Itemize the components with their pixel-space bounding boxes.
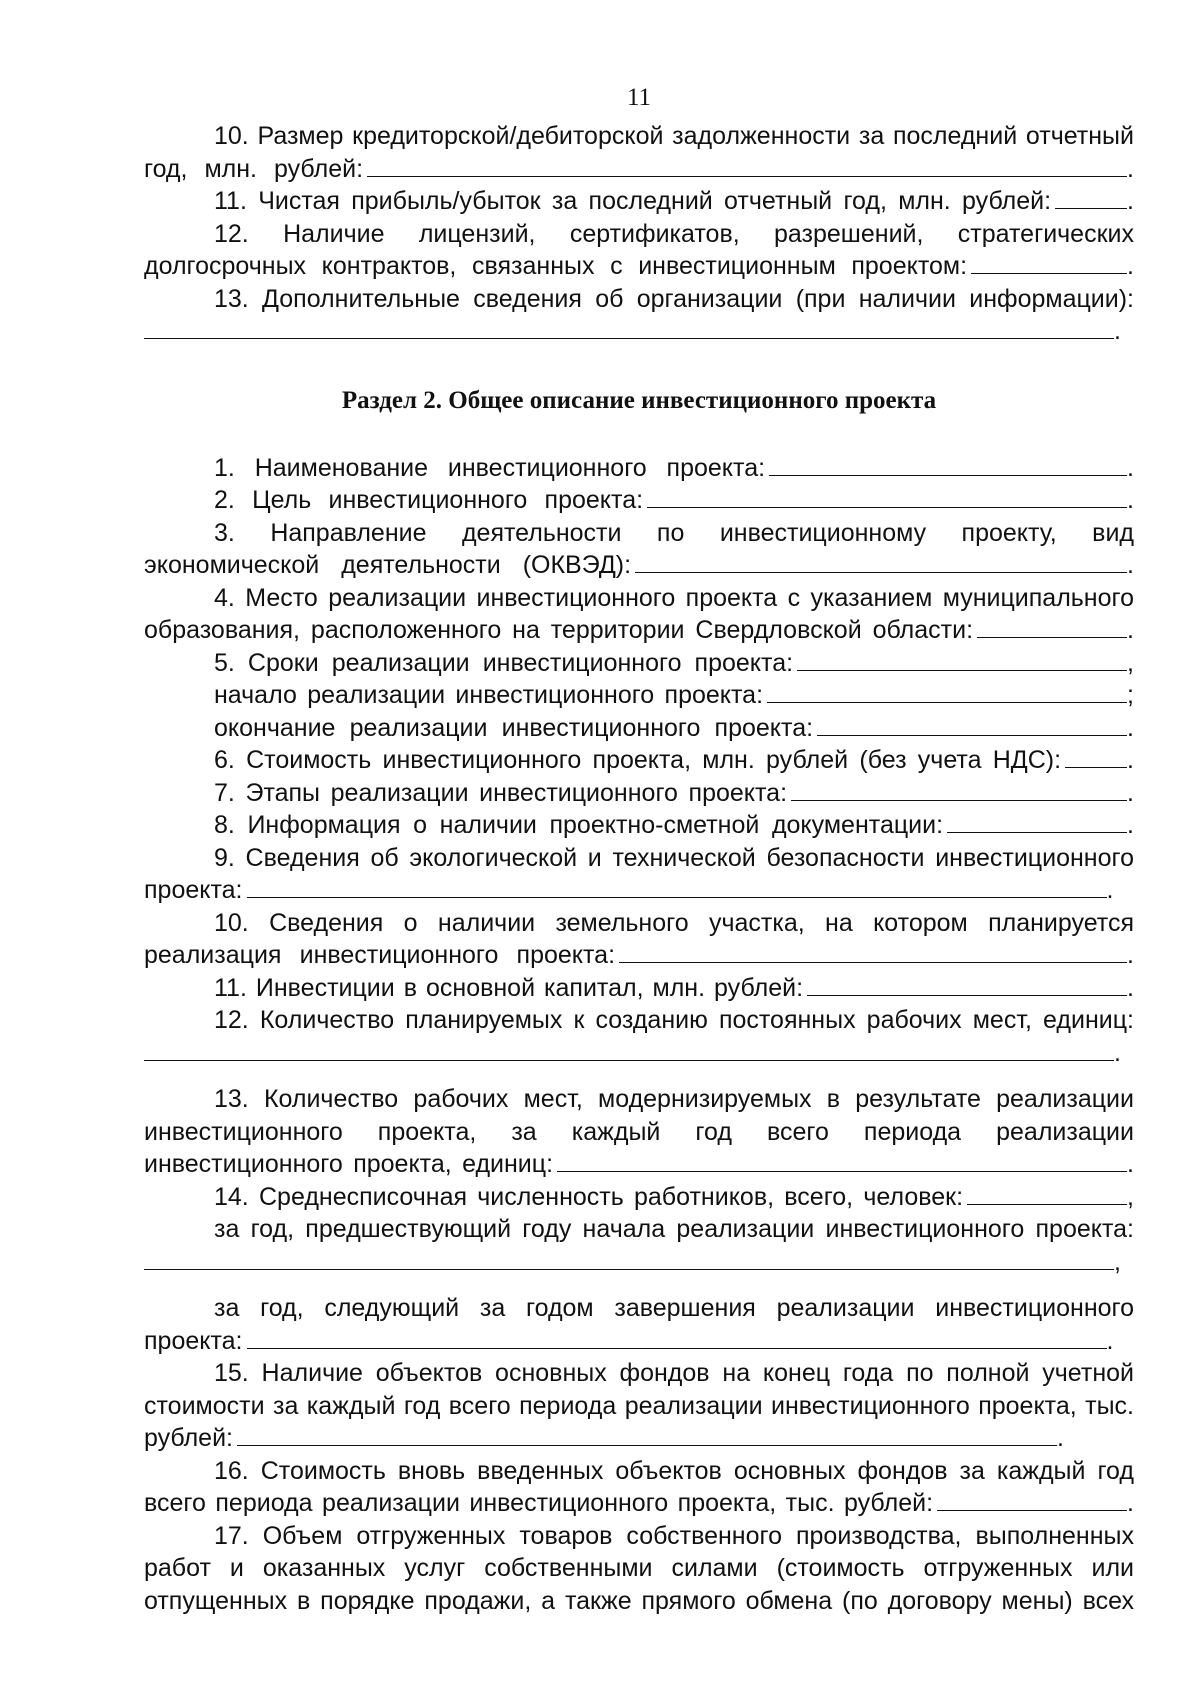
s2-item14-next-line1: за год, следующий за годом завершения реализации инвестиционного: [214, 1294, 1134, 1322]
fill-line[interactable]: [947, 810, 1127, 833]
fill-line[interactable]: [647, 485, 1127, 508]
fill-line[interactable]: [807, 973, 1127, 996]
fill-line[interactable]: [144, 1038, 1114, 1061]
fill-line[interactable]: [977, 615, 1127, 638]
s2-item8: 8. Информация о наличии проектно-сметной документации: .: [214, 811, 1134, 839]
s1-item12-line1: 12. Наличие лицензий, сертификатов, разрешений, стратегических: [214, 219, 1134, 248]
fill-line[interactable]: [1055, 186, 1127, 209]
s2-item3-line2: экономической деятельности (ОКВЭД): .: [144, 551, 1134, 579]
s2-item14-prev: за год, предшествующий году начала реализации инвестиционного проекта:: [214, 1215, 1134, 1243]
fill-line[interactable]: [247, 1326, 1107, 1349]
fill-line[interactable]: [967, 1182, 1127, 1205]
fill-line[interactable]: [237, 1423, 1057, 1446]
s2-item16-line2: всего периода реализации инвестиционного проекта, тыс. рублей: .: [144, 1489, 1134, 1517]
s2-item4-line2: образования, расположенного на территории Свердловской области: .: [144, 616, 1134, 644]
spacer: [144, 1069, 1134, 1083]
s1-item10-line1: 10. Размер кредиторской/дебиторской задолженности за последний отчетный: [214, 122, 1134, 150]
s2-item2: 2. Цель инвестиционного проекта: .: [214, 486, 1134, 514]
s2-item17-line3: отпущенных в порядке продажи, а также прямого обмена (по договору мены) всех: [144, 1586, 1134, 1615]
s2-item10-line2: реализация инвестиционного проекта: .: [144, 941, 1134, 969]
s1-item10-line2: год, млн. рублей: .: [144, 154, 1134, 183]
fill-line[interactable]: [769, 453, 1127, 476]
s2-item9-line1: 9. Сведения об экологической и технической безопасности инвестиционного: [214, 843, 1134, 872]
s2-item17-line2: работ и оказанных услуг собственными силами (стоимость отгруженных или: [144, 1554, 1134, 1582]
s2-item13-line2: инвестиционного проекта, за каждый год всего периода реализации: [144, 1117, 1134, 1146]
fill-line[interactable]: [1065, 745, 1127, 768]
s2-item6: 6. Стоимость инвестиционного проекта, млн. рублей (без учета НДС): .: [214, 746, 1134, 774]
fill-line[interactable]: [937, 1488, 1127, 1511]
s2-item14-next-line2: проекта: .: [144, 1326, 1114, 1355]
s2-item14-prev-line: ,: [144, 1246, 1134, 1279]
s2-item3-line1: 3. Направление деятельности по инвестиционному проекту, вид: [214, 518, 1134, 547]
s2-item12-line2: .: [144, 1037, 1134, 1070]
page-number: 11: [626, 84, 652, 111]
s2-item13-line3: инвестиционного проекта, единиц: .: [144, 1150, 1134, 1178]
s1-item13-line1: 13. Дополнительные сведения об организации (при наличии информации):: [214, 284, 1134, 313]
fill-line[interactable]: [971, 251, 1127, 274]
s2-item7: 7. Этапы реализации инвестиционного проекта: .: [214, 778, 1134, 807]
s1-item11: 11. Чистая прибыль/убыток за последний отчетный год, млн. рублей: .: [214, 187, 1134, 215]
s1-item13-line2: .: [144, 315, 1134, 348]
s2-item15-line1: 15. Наличие объектов основных фондов на конец года по полной учетной: [214, 1359, 1134, 1387]
s2-item4-line1: 4. Место реализации инвестиционного проекта с указанием муниципального: [214, 583, 1134, 612]
fill-line[interactable]: [144, 1247, 1114, 1270]
s2-item1: 1. Наименование инвестиционного проекта: .: [214, 453, 1134, 482]
s2-item5-end: окончание реализации инвестиционного проекта: .: [214, 713, 1134, 742]
fill-line[interactable]: [791, 778, 1127, 801]
s2-item14: 14. Среднесписочная численность работников, всего, человек: ,: [214, 1182, 1134, 1211]
fill-line[interactable]: [144, 316, 1114, 339]
fill-line[interactable]: [635, 550, 1127, 573]
spacer: [144, 1278, 1134, 1292]
page-content: [144, 84, 1134, 1617]
s2-item11: 11. Инвестиции в основной капитал, млн. рублей: .: [214, 973, 1134, 1002]
s2-item5-start: начало реализации инвестиционного проекта: ;: [214, 681, 1134, 709]
s2-item9-line2: проекта: .: [144, 876, 1114, 904]
s2-item15-line2: стоимости за каждый год всего периода реализации инвестиционного проекта, тыс.: [144, 1391, 1134, 1420]
s2-item15-line3: рублей: .: [144, 1424, 1064, 1452]
fill-line[interactable]: [367, 154, 1127, 177]
s2-item16-line1: 16. Стоимость вновь введенных объектов основных фондов за каждый год: [214, 1456, 1134, 1485]
fill-line[interactable]: [767, 680, 1127, 703]
fill-line[interactable]: [619, 940, 1127, 963]
section2-title: Раздел 2. Общее описание инвестиционного проекта: [341, 386, 937, 414]
fill-line[interactable]: [817, 713, 1127, 736]
s2-item17-line1: 17. Объем отгруженных товаров собственного производства, выполненных: [214, 1521, 1134, 1550]
s2-item13-line1: 13. Количество рабочих мест, модернизируемых в результате реализации: [214, 1085, 1134, 1113]
fill-line[interactable]: [557, 1149, 1127, 1172]
s2-item5: 5. Сроки реализации инвестиционного проекта: ,: [214, 648, 1134, 677]
fill-line[interactable]: [797, 648, 1127, 671]
s2-item12-line1: 12. Количество планируемых к созданию постоянных рабочих мест, единиц:: [214, 1006, 1134, 1034]
s2-item10-line1: 10. Сведения о наличии земельного участка, на котором планируется: [214, 908, 1134, 937]
s1-item12-line2: долгосрочных контрактов, связанных с инвестиционным проектом: .: [144, 252, 1134, 280]
fill-line[interactable]: [247, 875, 1107, 898]
